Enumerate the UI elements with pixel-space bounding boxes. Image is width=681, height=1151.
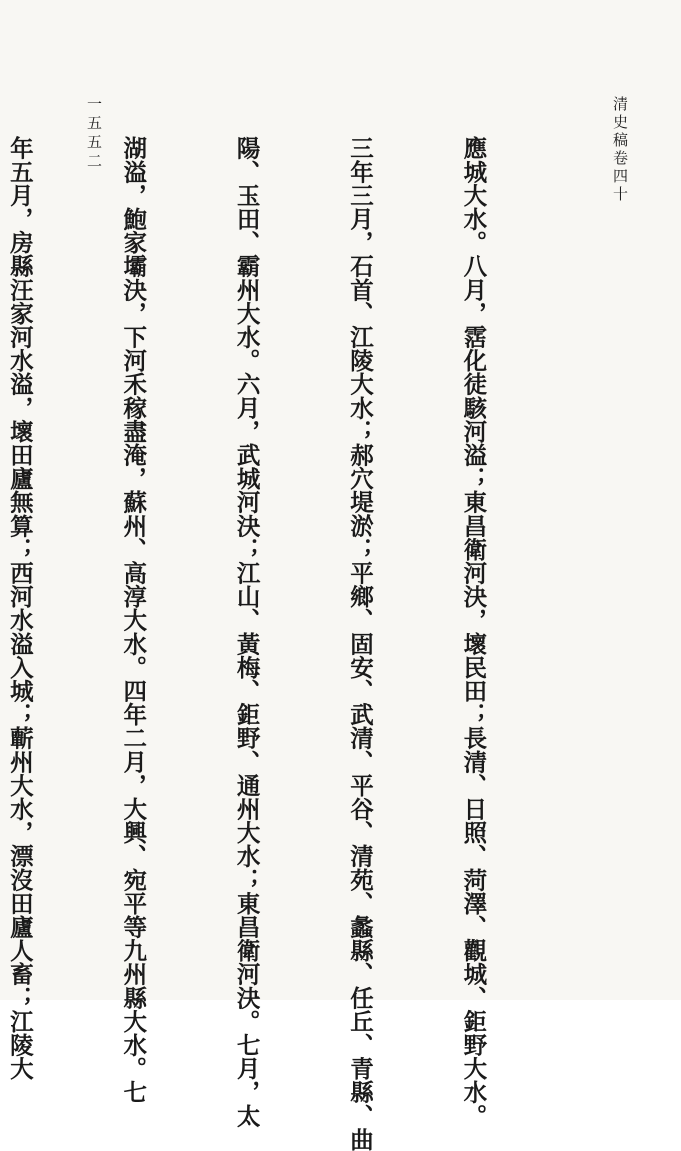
text-column: 應城大水。八月，霑化徒駭河溢；東昌衛河決，壞民田；長清、日照、菏澤、觀城、鉅野大水。 xyxy=(459,136,488,1128)
text-column: 湖溢，鮑家壩決，下河禾稼盡淹，蘇州、高淳大水。四年二月，大興、宛平等九州縣大水。七 xyxy=(119,136,148,1104)
running-header-title: 清史稿卷四十 xyxy=(611,96,629,204)
main-text xyxy=(0,136,567,1151)
text-column: 年五月，房縣汪家河水溢，壞田廬無算；西河水溢入城；蘄州大水，漂沒田廬人畜；江陵大 xyxy=(5,136,34,1080)
page-number: 一五五二 xyxy=(85,96,103,172)
text-column: 陽、玉田、霸州大水。六月，武城河決；江山、黃梅、鉅野、通州大水；東昌衛河決。七月，太 xyxy=(232,136,261,1128)
text-column: 三年三月，石首、江陵大水；郝穴堤淤；平鄉、固安、武清、平谷、清苑、蠡縣、任丘、青縣、曲 xyxy=(346,136,375,1151)
